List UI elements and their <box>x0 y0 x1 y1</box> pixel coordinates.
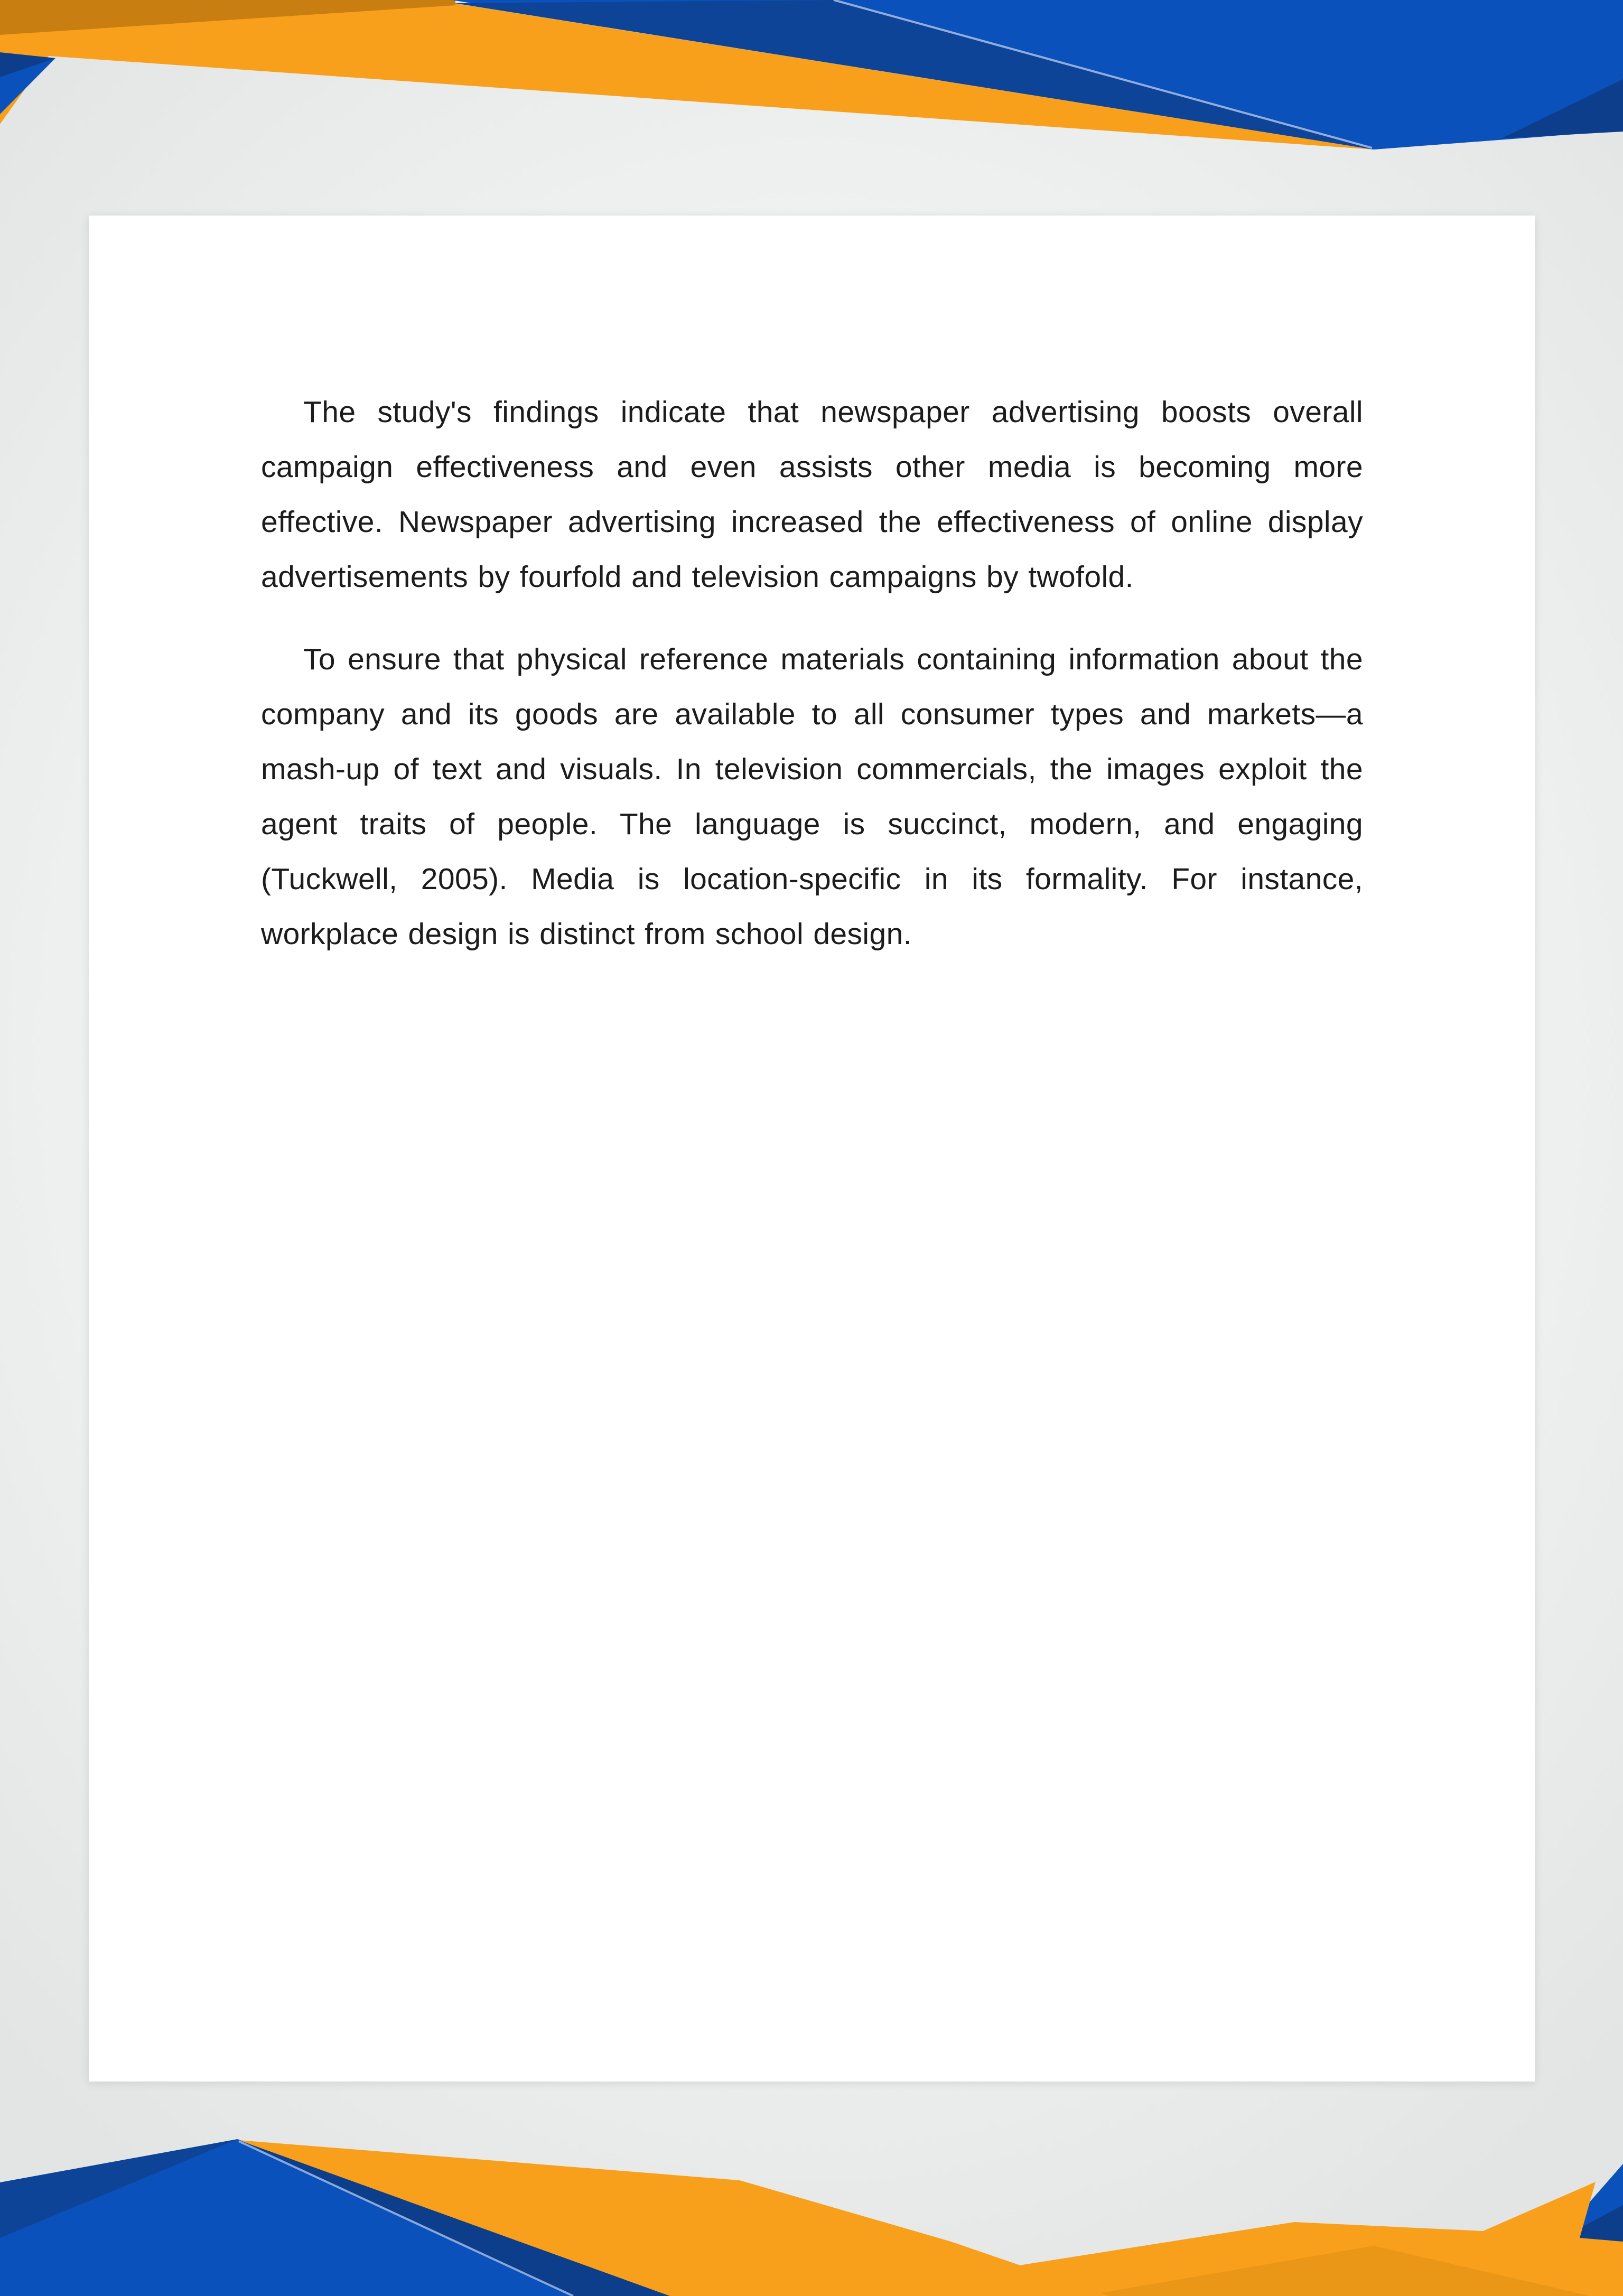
bottom-orange-ribbon-left <box>239 2140 1109 2296</box>
bottom-orange-ribbon-right <box>824 2182 1623 2296</box>
top-blue-facet <box>454 0 1374 150</box>
top-right-navy-facet <box>1501 79 1623 138</box>
top-blue-banner <box>452 0 1623 150</box>
top-orange-ribbon <box>0 3 1374 150</box>
bottom-right-navy-facet <box>1516 2205 1623 2296</box>
bottom-navy-band <box>239 2140 670 2296</box>
top-left-navy-facet <box>0 52 55 77</box>
bottom-orange-shadow-facet <box>1083 2246 1590 2296</box>
top-fold-highlight <box>834 0 1372 148</box>
body-paragraph-1: The study's findings indicate that newspaper advertising boosts overall campaign effectiveness and even assists other media is becoming more effective. Newspaper advertising increased the effectiveness of online display advertisements by fourfold and television campaigns by twofold. <box>261 395 1363 594</box>
bottom-right-blue-wedge <box>1556 2164 1623 2241</box>
document-page <box>89 216 1535 2082</box>
body-paragraph-2: To ensure that physical reference materials containing information about the company and its goods are available to all consumer types and markets—a mash-up of text and visuals. In television commercials, the images exploit the agent traits of people. The language is succinct, modern, and engaging (Tuckwell, 2005). Media is location-specific in its formality. For instance, workplace design is distinct from school design. <box>261 642 1363 951</box>
top-decoration <box>0 0 1623 174</box>
bottom-blue-pyramid <box>0 2139 573 2296</box>
top-orange-dark-fold <box>0 0 455 35</box>
bottom-fold-highlight <box>239 2141 573 2296</box>
top-left-blue-triangle <box>0 58 55 114</box>
bottom-pyramid-shadow-facet <box>0 2139 238 2238</box>
